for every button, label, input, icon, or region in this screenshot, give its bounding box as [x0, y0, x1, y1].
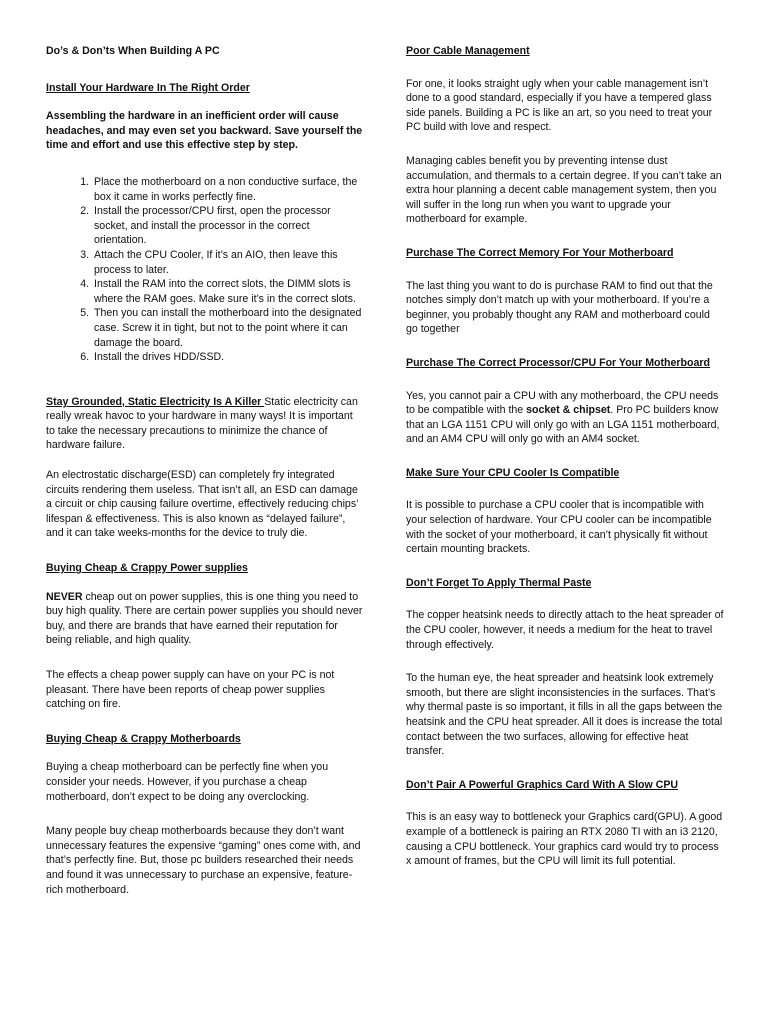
memory-paragraph: The last thing you want to do is purchase RAM to find out that the notches simply don’t match up with your motherboard. If you’re a beginner, you probably thought any RAM and motherboard could go together	[406, 279, 713, 336]
install-step: 1. Place the motherboard on a non conductive surface, the box it came in works perfectly fine.	[92, 175, 364, 204]
thermal-paste-paragraph-2: To the human eye, the heat spreader and heatsink look extremely smooth, but there are slight inconsistencies in the surfaces. That’s why thermal paste is so important, it fills in all the gaps between the heatsink and the CPU heat spreader. All it does is increase the total contact between the two surfaces, allowing for effective heat transfer.	[406, 672, 723, 758]
esd-paragraph: An electrostatic discharge(ESD) can completely fry integrated circuits rendering them useless. That isn’t all, an ESD can damage a circuit or chip causing failure overtime, effectively reducing chips’ lifespan & effectiveness. This is also known as “delayed failure”, and it can take weeks-months for the device to truly die.	[46, 469, 359, 540]
never-emphasis: NEVER	[46, 590, 83, 603]
left-column	[46, 44, 364, 912]
motherboards-paragraph-2: Many people buy cheap motherboards because they don’t want unnecessary features the expensive “gaming” ones come with, and that’s perfectly fine. But, those pc builders researched their needs and found it was unnecessary to purchase an expensive, feature-rich motherboard.	[46, 825, 361, 896]
processor-paragraph	[406, 389, 724, 447]
section-heading-processor: Purchase The Correct Processor/CPU For Your Motherboard	[406, 356, 710, 369]
thermal-paste-paragraph-1: The copper heatsink needs to directly attach to the heat spreader of the CPU cooler, however, it needs a medium for the heat to travel through effectively.	[406, 609, 724, 651]
section-heading-memory: Purchase The Correct Memory For Your Motherboard	[406, 246, 674, 259]
power-supplies-text: cheap out on power supplies, this is one thing you need to buy high quality. There are certain power supplies you should never buy, and there are brands that have earned their reputation for being reliable, and high quality.	[46, 590, 363, 647]
install-step: 4. Install the RAM into the correct slots, the DIMM slots is where the RAM goes. Make sure it’s in the correct slots.	[92, 277, 364, 306]
install-step: 2. Install the processor/CPU first, open the processor socket, and install the processor in the correct orientation.	[92, 204, 364, 248]
cable-management-paragraph-2: Managing cables benefit you by preventing intense dust accumulation, and thermals to a certain degree. If you can’t take an extra hour planning a decent cable management system, then you will suffer in the long run when you want to upgrade your motherboard for example.	[406, 154, 722, 226]
processor-text-a: Yes, you cannot pair a CPU with any motherboard, the CPU needs to be compatible with the	[406, 389, 719, 417]
install-order-intro: Assembling the hardware in an inefficient order will cause headaches, and may even set you backward. Save yourself the time and effort and use this effective step by step.	[46, 110, 363, 152]
install-step: 3. Attach the CPU Cooler, If it’s an AIO, then leave this process to later.	[92, 248, 364, 277]
power-supplies-paragraph-2: The effects a cheap power supply can have on your PC is not pleasant. There have been reports of cheap power supplies catching on fire.	[46, 669, 335, 711]
socket-chipset-emphasis: socket & chipset	[526, 404, 611, 417]
cable-management-paragraph-1: For one, it looks straight ugly when your cable management isn’t done to a good standard, especially if you have a tempered glass side panels. Building a PC is like an art, so you need to treat your PC build with love and respect.	[406, 77, 713, 134]
section-heading-cpu-cooler: Make Sure Your CPU Cooler Is Compatible	[406, 466, 620, 479]
install-step: 5. Then you can install the motherboard into the designated case. Screw it in tight, but not to the point where it can damage the board.	[92, 306, 364, 350]
cpu-cooler-paragraph: It is possible to purchase a CPU cooler that is incompatible with your selection of hardware. Your CPU cooler can be incompatible with the socket of your motherboard, it can’t physically fit without certain mounting brackets.	[406, 499, 712, 556]
document-title: Do’s & Don’ts When Building A PC	[46, 45, 220, 57]
section-heading-cable-management: Poor Cable Management	[406, 45, 530, 57]
install-steps-list	[46, 175, 364, 365]
processor-text-b: . Pro PC builders know that an LGA 1151 CPU will only go with an LGA 1151 motherboard, and an AM4 CPU will only go with an AM4 socket.	[406, 404, 720, 446]
section-heading-gpu-bottleneck: Don’t Pair A Powerful Graphics Card With A Slow CPU	[406, 778, 679, 791]
section-heading-static-electricity: Stay Grounded, Static Electricity Is A Killer	[46, 395, 265, 408]
section-heading-motherboards: Buying Cheap & Crappy Motherboards	[46, 732, 241, 745]
section-heading-thermal-paste: Don’t Forget To Apply Thermal Paste	[406, 576, 592, 589]
right-column	[406, 44, 724, 888]
static-electricity-paragraph	[46, 395, 364, 453]
gpu-bottleneck-paragraph: This is an easy way to bottleneck your Graphics card(GPU). A good example of a bottleneck is pairing an RTX 2080 TI with an i3 2120, causing a CPU bottleneck. Your graphics card would try to process x amount of frames, but the CPU will limit its full potential.	[406, 811, 723, 868]
motherboards-paragraph-1: Buying a cheap motherboard can be perfectly fine when you consider your needs. However, if you purchase a cheap motherboard, don’t expect to be doing any overclocking.	[46, 761, 329, 803]
power-supplies-paragraph-1	[46, 590, 364, 648]
install-step: 6. Install the drives HDD/SSD.	[92, 350, 364, 365]
section-heading-install-order: Install Your Hardware In The Right Order	[46, 81, 250, 94]
section-heading-power-supplies: Buying Cheap & Crappy Power supplies	[46, 562, 248, 575]
static-electricity-text: Static electricity can really wreak havoc to your hardware in many ways! It is important to take the necessary precautions to minimize the chance of hardware failure.	[46, 395, 358, 452]
